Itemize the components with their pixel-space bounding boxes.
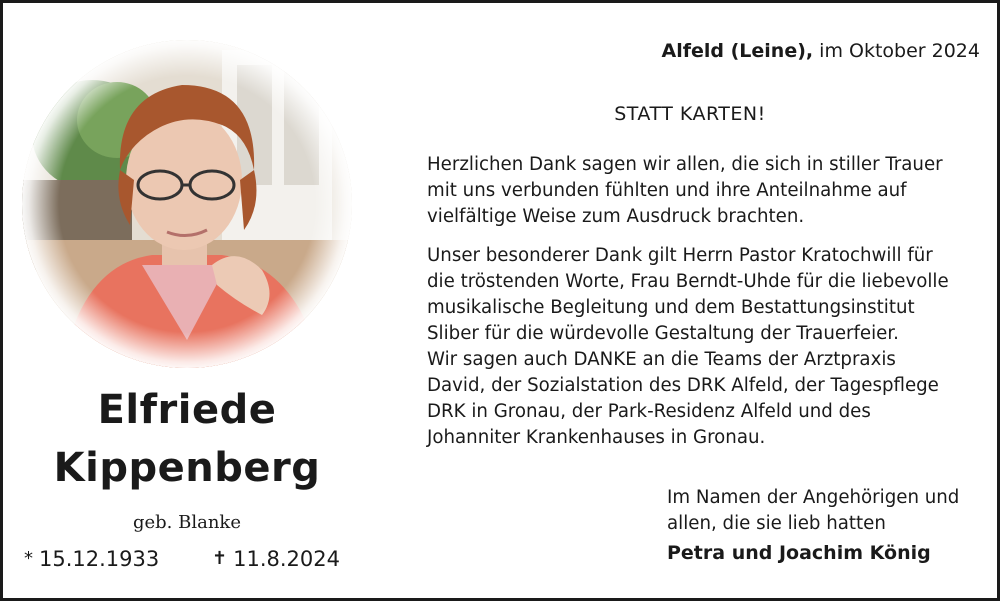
paragraph-line: musikalische Begleitung und dem Bestattungsinstitut (427, 297, 915, 318)
thanks-paragraph-2 (427, 243, 987, 451)
birth-date: 15.12.1933 (39, 547, 160, 571)
date: im Oktober 2024 (819, 40, 980, 62)
closing-text (667, 485, 987, 537)
paragraph-line: Unser besonderer Dank gilt Herrn Pastor Kratochwill für (427, 245, 933, 266)
portrait-photo (22, 40, 352, 368)
cross-icon: ✝ (212, 548, 228, 569)
birth-date-line (24, 547, 159, 571)
death-date: 11.8.2024 (233, 547, 340, 571)
birth-star-icon: * (24, 548, 33, 569)
paragraph-line: mit uns verbunden fühlten und ihre Anteilnahme auf (427, 180, 907, 201)
heading: STATT KARTEN! (614, 103, 766, 125)
paragraph-line: Sliber für die würdevolle Gestaltung der Trauerfeier. (427, 323, 899, 344)
death-date-line (212, 547, 340, 571)
paragraph-line: vielfältige Weise zum Ausdruck brachten. (427, 206, 805, 227)
place: Alfeld (Leine), (661, 40, 814, 62)
first-name: Elfriede (97, 387, 277, 433)
paragraph-line: die tröstenden Worte, Frau Berndt-Uhde für die liebevolle (427, 271, 949, 292)
paragraph-line: Wir sagen auch DANKE an die Teams der Arztpraxis (427, 349, 896, 370)
maiden-name: geb. Blanke (132, 512, 241, 533)
photo-vignette (22, 40, 352, 368)
closing-line: Im Namen der Angehörigen und (667, 487, 960, 508)
paragraph-line: David, der Sozialstation des DRK Alfeld, der Tagespflege (427, 375, 939, 396)
last-name: Kippenberg (53, 445, 321, 491)
paragraph-line: Johanniter Krankenhauses in Gronau. (427, 427, 766, 448)
place-date (662, 40, 980, 62)
closing-line: allen, die sie lieb hatten (667, 513, 886, 534)
thanks-paragraph-1 (427, 152, 987, 230)
signers: Petra und Joachim König (667, 542, 931, 564)
paragraph-line: Herzlichen Dank sagen wir allen, die sich in stiller Trauer (427, 154, 943, 175)
paragraph-line: DRK in Gronau, der Park-Residenz Alfeld und des (427, 401, 871, 422)
